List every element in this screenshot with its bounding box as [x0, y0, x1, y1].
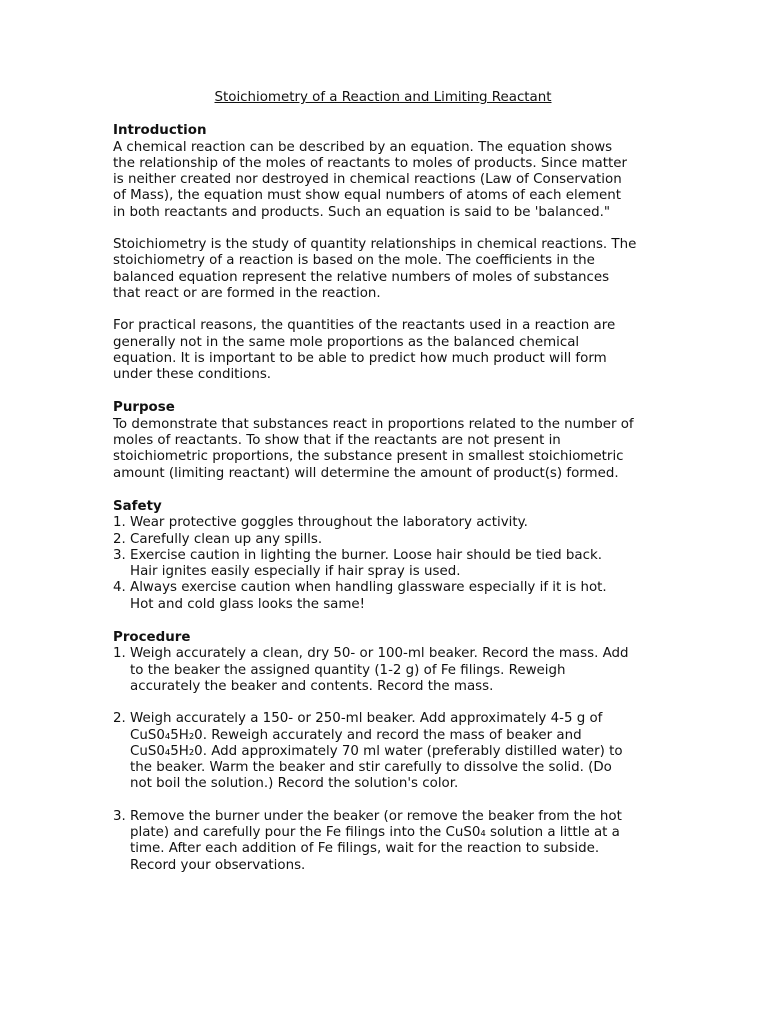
procedure-section	[113, 630, 673, 874]
introduction-paragraph-3: For practical reasons, the quantities of the reactants used in a reaction are generally not in the same mole proportions as the balanced chemical equation. It is important to be able to predict how much product will form under these conditions.	[113, 318, 616, 383]
introduction-paragraph-1: A chemical reaction can be described by an equation. The equation shows the relationship of the moles of reactants to moles of products. Since matter is neither created nor destroyed in chemical reactions (Law of Conservation of Mass), the equation must show equal numbers of atoms of each element in both reactants and products. Such an equation is said to be 'balanced."	[113, 139, 627, 220]
safety-item-1: 1. Wear protective goggles throughout the laboratory activity.	[113, 515, 528, 531]
procedure-list	[113, 646, 673, 874]
document-body	[113, 90, 673, 890]
safety-item-4: 4. Always exercise caution when handling glassware especially if it is hot. Hot and cold glass looks the same!	[113, 580, 607, 612]
purpose-section	[113, 400, 673, 481]
safety-heading: Safety	[113, 498, 162, 514]
purpose-heading: Purpose	[113, 400, 175, 416]
safety-section	[113, 499, 673, 613]
safety-list	[113, 515, 673, 613]
procedure-heading: Procedure	[113, 630, 191, 646]
introduction-paragraph-2: Stoichiometry is the study of quantity relationships in chemical reactions. The stoichiometry of a reaction is based on the mole. The coefficients in the balanced equation represent the relative numbers of moles of substances that react or are formed in the reaction.	[113, 237, 637, 301]
procedure-step-2: 2. Weigh accurately a 150- or 250-ml beaker. Add approximately 4-5 g of CuS0₄5H₂0. Reweigh accurately and record the mass of beaker and CuS0₄5H₂0. Add approximately 70 ml water (preferably distilled water) to the beaker. Warm the beaker and stir carefully to dissolve the solid. (Do not boil the solution.) Record the solution's color.	[113, 711, 623, 792]
procedure-step-1: 1. Weigh accurately a clean, dry 50- or 100-ml beaker. Record the mass. Add to the beaker the assigned quantity (1-2 g) of Fe filings. Reweigh accurately the beaker and contents. Record the mass.	[113, 646, 629, 694]
introduction-section	[113, 123, 673, 383]
safety-item-2: 2. Carefully clean up any spills.	[113, 531, 323, 547]
purpose-paragraph: To demonstrate that substances react in proportions related to the number of moles of reactants. To show that if the reactants are not present in stoichiometric proportions, the substance present in smallest stoichiometric amount (limiting reactant) will determine the amount of product(s) formed.	[113, 416, 634, 481]
document-title: Stoichiometry of a Reaction and Limiting Reactant	[214, 90, 552, 105]
safety-item-3: 3. Exercise caution in lighting the burner. Loose hair should be tied back. Hair ignites easily especially if hair spray is used.	[113, 547, 602, 580]
procedure-step-3: 3. Remove the burner under the beaker (or remove the beaker from the hot plate) and carefully pour the Fe filings into the CuS0₄ solution a little at a time. After each addition of Fe filings, wait for the reaction to subside. Record your observations.	[113, 808, 622, 873]
introduction-heading: Introduction	[113, 123, 207, 139]
